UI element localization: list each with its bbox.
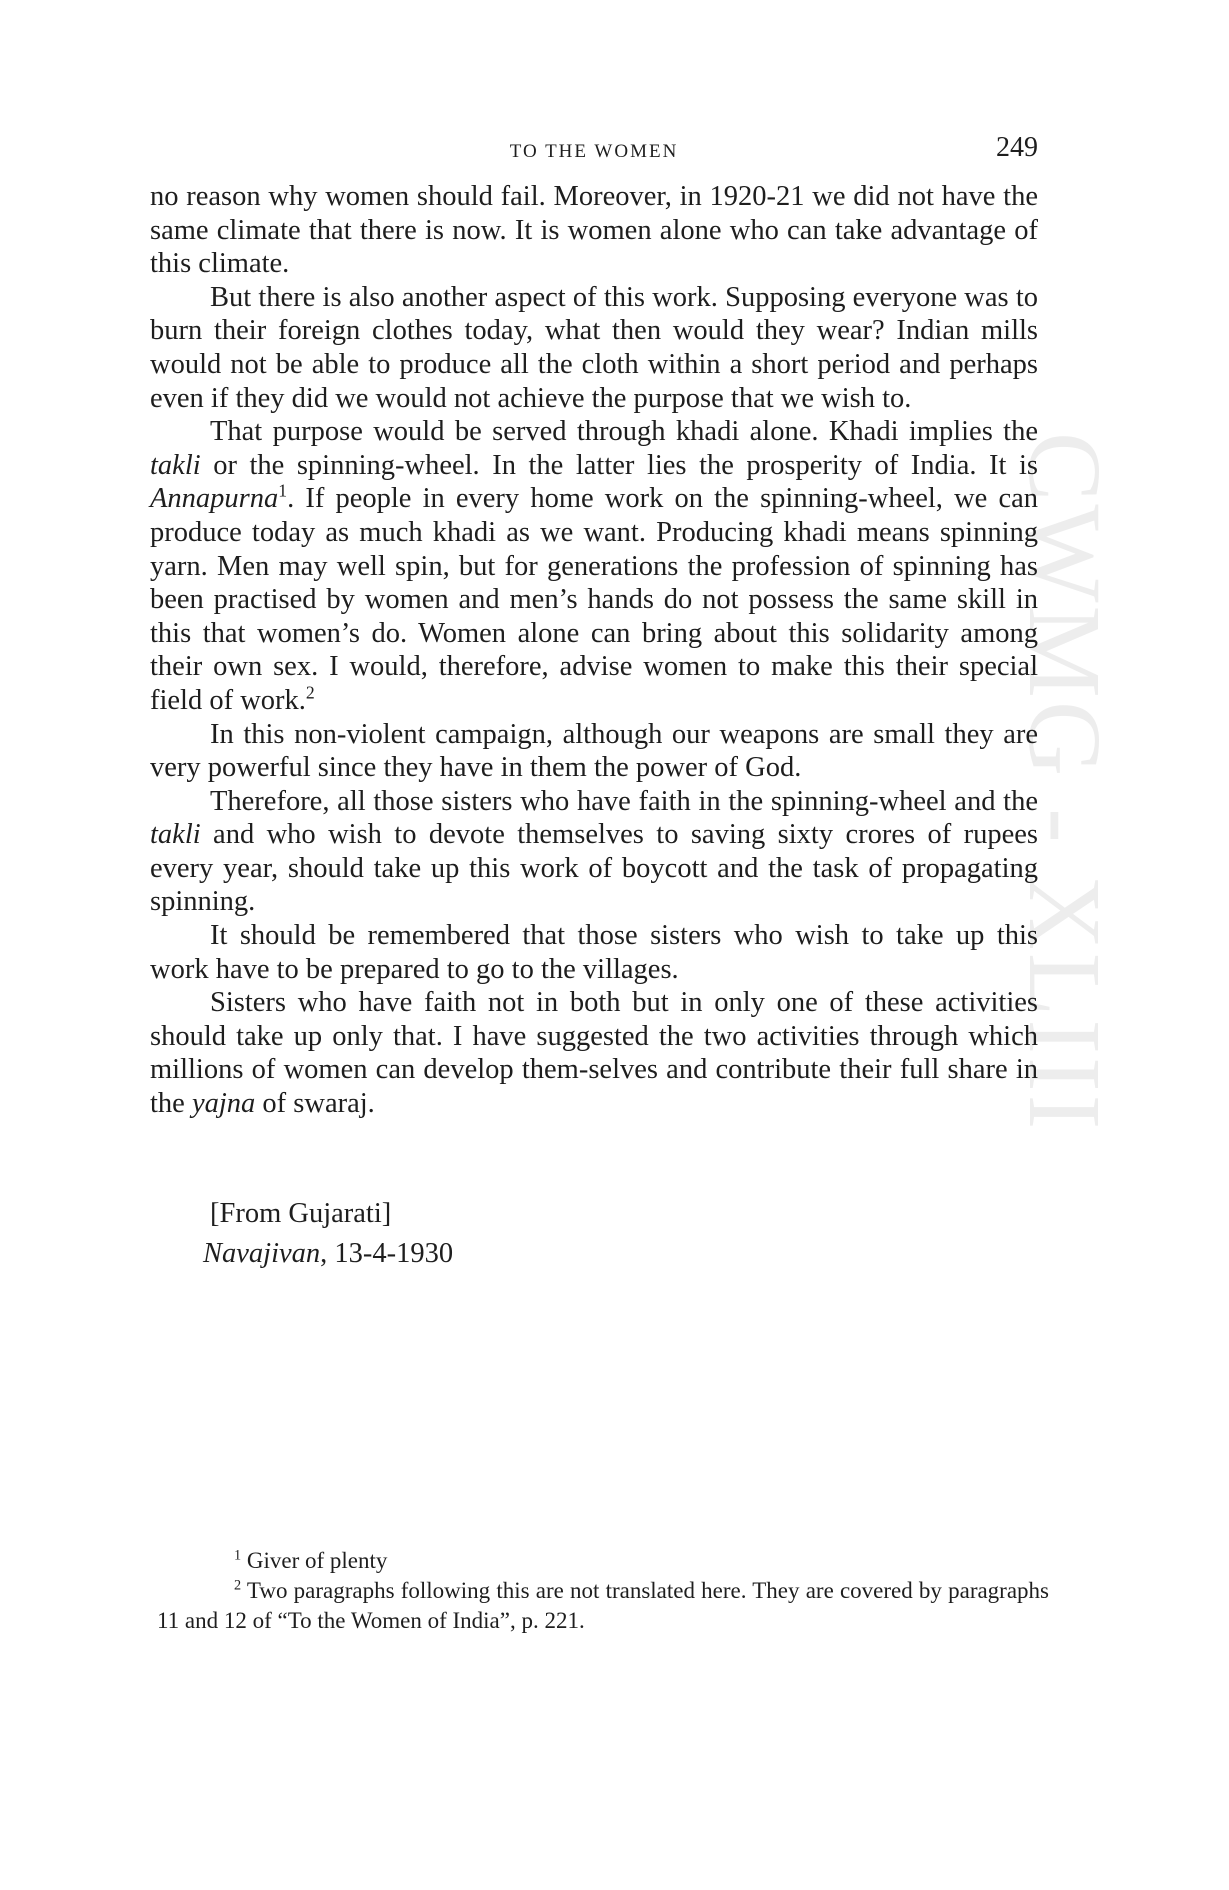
publication-name: Navajivan xyxy=(203,1238,321,1269)
footnote xyxy=(157,1546,1049,1576)
italic-term: takli xyxy=(150,819,201,851)
footnote-marker: 1 xyxy=(234,1547,242,1564)
footnote-marker: 2 xyxy=(234,1577,242,1594)
running-title: TO THE WOMEN xyxy=(509,141,679,162)
paragraph-text: and who wish to devote themselves to saving sixty crores of rupees every year, should take up this work of boycott and the task of propagating spinning. xyxy=(150,819,1038,918)
citation xyxy=(203,1236,453,1272)
publication-date: , 13-4-1930 xyxy=(320,1238,454,1269)
italic-term: takli xyxy=(150,449,201,481)
paragraph: It should be remembered that those sisters who wish to take up this work have to be prepared to go to the villages. xyxy=(150,920,1038,985)
paragraph xyxy=(150,785,1038,919)
paragraph xyxy=(150,986,1038,1120)
source-note: [From Gujarati] xyxy=(210,1198,392,1229)
paragraph-text: That purpose would be served through khadi alone. Khadi implies the xyxy=(210,416,1038,448)
footnote-text: Two paragraphs following this are not translated here. They are covered by paragraphs 11 and 12 of “To the Women of India”, p. 221. xyxy=(157,1578,1049,1633)
body-text xyxy=(150,180,1038,1121)
paragraph: In this non-violent campaign, although our weapons are small they are very powerful since they have in them the power of God. xyxy=(150,718,1038,784)
paragraph: But there is also another aspect of this work. Supposing everyone was to burn their foreign clothes today, what then would they wear? Indian mills would not be able to produce all the cloth within a short period and perhaps even if they did we would not achieve the purpose that we wish to. xyxy=(150,281,1038,414)
paragraph xyxy=(150,415,1038,717)
footnote xyxy=(157,1576,1049,1636)
footnotes xyxy=(157,1546,1049,1636)
italic-term: Annapurna xyxy=(150,483,279,515)
paragraph-text: Sisters who have faith not in both but in only one of these activities should take up only that. I have suggested the two activities through which millions of women can develop them-selves and contribute their full share in the xyxy=(150,987,1038,1120)
footnote-text: Giver of plenty xyxy=(241,1548,388,1573)
italic-term: yajna xyxy=(191,1088,256,1120)
paragraph-text: of swaraj. xyxy=(255,1088,375,1120)
watermark: CWMG - XLIII xyxy=(1007,432,1122,1133)
footnote-ref[interactable]: 1 xyxy=(278,480,288,501)
footnote-ref[interactable]: 2 xyxy=(305,682,315,703)
paragraph-text: . If people in every home work on the spinning-wheel, we can produce today as much khadi as we want. Producing khadi means spinning yarn. Men may well spin, but for generations the profession of spinning has been practised by women and men’s hands do not possess the same skill in this that women’s do. Women alone can bring about this solidarity among their own sex. I would, therefore, advise women to make this their special field of work. xyxy=(150,483,1038,716)
paragraph-text: or the spinning-wheel. In the latter lies the prosperity of India. It is xyxy=(200,449,1038,481)
page-number: 249 xyxy=(996,132,1038,163)
paragraph-text: Therefore, all those sisters who have faith in the spinning-wheel and the xyxy=(210,785,1038,817)
running-head xyxy=(150,132,1038,172)
paragraph: no reason why women should fail. Moreover, in 1920-21 we did not have the same climate that there is now. It is women alone who can take advantage of this climate. xyxy=(150,181,1038,280)
